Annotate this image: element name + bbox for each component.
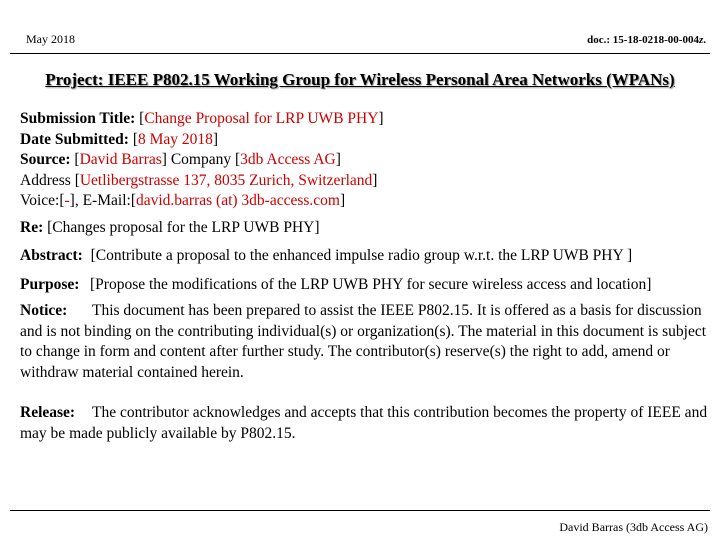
email-value: david.barras (at) 3db-access.com [135,192,340,209]
notice-value: This document has been prepared to assist the IEEE P802.15. It is offered as a basis for discussion and is not binding on the contributing individual(s) or organization(s). The material in this document is subject to change in form and content after further study. The contributor(s) reserve(s) the right to add, amend or withdraw material contained herein. [20,302,707,381]
release-label: Release: [20,404,76,421]
company-label: Company [170,151,232,168]
voice-label: Voice: [20,192,60,209]
notice-paragraph [20,301,710,383]
address-label: Address [20,171,71,189]
address-value: Uetlibergstrasse 137, 8035 Zurich, Switzerland [79,171,373,189]
doc-number-prefix: doc.: 15-18-0218-00-004 [587,34,699,46]
notice-label: Notice: [20,302,68,319]
date-submitted-value: 8 May 2018 [137,130,213,148]
release-value: The contributor acknowledges and accepts that this contribution becomes the property of IEEE and may be made publicly available by P802.15. [20,404,708,442]
submission-title-label: Submission Title: [20,110,136,127]
address-line: Address [Uetlibergstrasse 137, 8035 Zurich, Switzerland] [20,171,378,189]
purpose-value: [Propose the modifications of the LRP UWB PHY for secure wireless access and location] [90,275,652,293]
date-submitted-line: Date Submitted: [8 May 2018] [20,130,219,148]
doc-number-period: . [703,34,706,46]
date-submitted-label: Date Submitted: [20,130,129,148]
abstract-line [20,246,710,267]
footer-divider [10,510,710,511]
submission-title-value: Change Proposal for LRP UWB PHY [144,110,379,127]
email-label: E-Mail: [82,192,131,209]
purpose-line [20,275,710,296]
voice-value: - [64,192,70,209]
re-label: Re: [20,218,44,236]
re-value: [Changes proposal for the LRP UWB PHY] [47,218,320,236]
submission-title-line: Submission Title: [Change Proposal for LRP UWB PHY] [20,110,384,127]
footer-author: David Barras (3db Access AG) [559,520,708,534]
document-body [20,109,710,444]
re-line [20,218,710,239]
purpose-label: Purpose: [20,275,80,293]
release-paragraph [20,403,710,444]
source-value: David Barras [79,151,162,168]
abstract-value: [Contribute a proposal to the enhanced impulse radio group w.r.t. the LRP UWB PHY ] [90,247,633,264]
source-line: Source: [David Barras] Company [3db Access AG] [20,151,341,168]
abstract-label: Abstract: [20,247,83,264]
contact-line: Voice:[-], E-Mail:[david.barras (at) 3db-access.com] [20,192,346,209]
header-date: May 2018 [26,32,75,46]
source-label: Source: [20,151,71,168]
header-divider [10,53,710,54]
project-title: Project: IEEE P802.15 Working Group for Wireless Personal Area Networks (WPANs) [45,70,675,89]
document-number [587,34,706,46]
doc-number-suffix: z [698,34,704,46]
company-value: 3db Access AG [240,151,336,168]
